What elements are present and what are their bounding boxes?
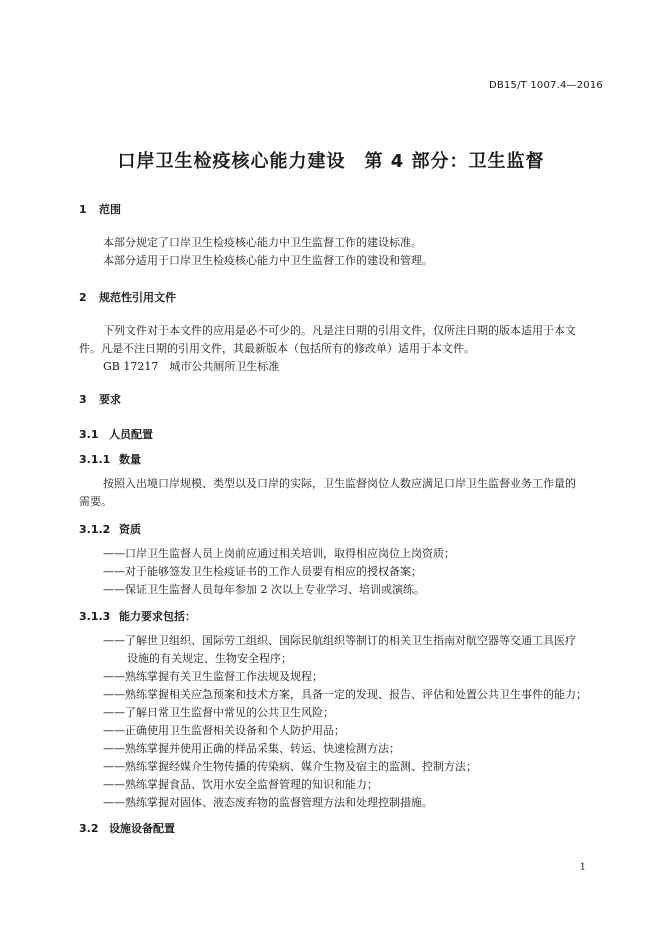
- section-number: 2: [79, 291, 87, 304]
- section-number: 3.2: [79, 822, 99, 835]
- normative-reference: GB 17217 城市公共厕所卫生标准: [103, 360, 280, 373]
- list-item-continuation: 设施的有关规定、生物安全程序；: [127, 652, 292, 665]
- section-heading-1: [79, 201, 121, 217]
- list-item: ——了解日常卫生监督中常见的公共卫生风险；: [103, 706, 334, 719]
- section-number: 3.1.3: [79, 610, 111, 623]
- section-title: 设施设备配置: [109, 822, 175, 835]
- section-title: 资质: [119, 523, 141, 536]
- list-item: ——熟练掌握相关应急预案和技术方案，具备一定的发现、报告、评估和处置公共卫生事件的能力；: [103, 688, 587, 701]
- paragraph: 本部分适用于口岸卫生检疫核心能力中卫生监督工作的建设和管理。: [103, 254, 433, 267]
- section-title: 数量: [119, 453, 141, 466]
- list-item: ——对于能够签发卫生检疫证书的工作人员要有相应的授权备案；: [103, 565, 422, 578]
- list-item: ——保证卫生监督人员每年参加 2 次以上专业学习、培训或演练。: [103, 583, 425, 596]
- section-number: 3.1: [79, 428, 99, 441]
- list-item: ——熟练掌握对固体、液态废弃物的监督管理方法和处理控制措施。: [103, 796, 433, 809]
- section-heading-2: [79, 289, 176, 305]
- section-heading-3-1-3: [79, 608, 196, 624]
- section-heading-3-1-1: [79, 451, 141, 467]
- paragraph-line: 件。凡是不注日期的引用文件，其最新版本（包括所有的修改单）适用于本文件。: [79, 342, 475, 355]
- section-title: 规范性引用文件: [99, 291, 176, 304]
- paragraph-line: 需要。: [79, 495, 112, 508]
- section-number: 3.1.1: [79, 453, 111, 466]
- section-title: 人员配置: [109, 428, 153, 441]
- list-item: ——熟练掌握食品、饮用水安全监督管理的知识和能力；: [103, 778, 378, 791]
- section-number: 3.1.2: [79, 523, 111, 536]
- section-heading-3-2: [79, 820, 175, 836]
- section-title: 能力要求包括：: [119, 610, 196, 623]
- paragraph: 本部分规定了口岸卫生检疫核心能力中卫生监督工作的建设标准。: [103, 236, 422, 249]
- section-heading-3-1: [79, 426, 153, 442]
- list-item: ——熟练掌握有关卫生监督工作法规及规程；: [103, 670, 323, 683]
- section-title: 范围: [99, 203, 121, 216]
- section-title: 要求: [99, 393, 121, 406]
- standard-code: DB15/T 1007.4—2016: [489, 80, 603, 91]
- section-heading-3-1-2: [79, 521, 141, 537]
- section-number: 1: [79, 203, 87, 216]
- section-heading-3: [79, 391, 121, 407]
- list-item: ——了解世卫组织、国际劳工组织、国际民航组织等制订的相关卫生指南对航空器等交通工具医疗: [103, 634, 576, 647]
- list-item: ——熟练掌握并使用正确的样品采集、转运、快速检测方法；: [103, 742, 400, 755]
- list-item: ——熟练掌握经媒介生物传播的传染病、媒介生物及宿主的监测、控制方法；: [103, 760, 477, 773]
- section-number: 3: [79, 393, 87, 406]
- list-item: ——口岸卫生监督人员上岗前应通过相关培训，取得相应岗位上岗资质；: [103, 547, 455, 560]
- list-item: ——正确使用卫生监督相关设备和个人防护用品；: [103, 724, 345, 737]
- paragraph-line: 按照入出境口岸规模、类型以及口岸的实际，卫生监督岗位人数应满足口岸卫生监督业务工作量的: [103, 477, 576, 490]
- document-title: 口岸卫生检疫核心能力建设 第 4 部分：卫生监督: [117, 151, 545, 172]
- paragraph-line: 下列文件对于本文件的应用是必不可少的。凡是注日期的引用文件，仅所注日期的版本适用于本文: [103, 324, 576, 337]
- page-number: 1: [579, 862, 586, 873]
